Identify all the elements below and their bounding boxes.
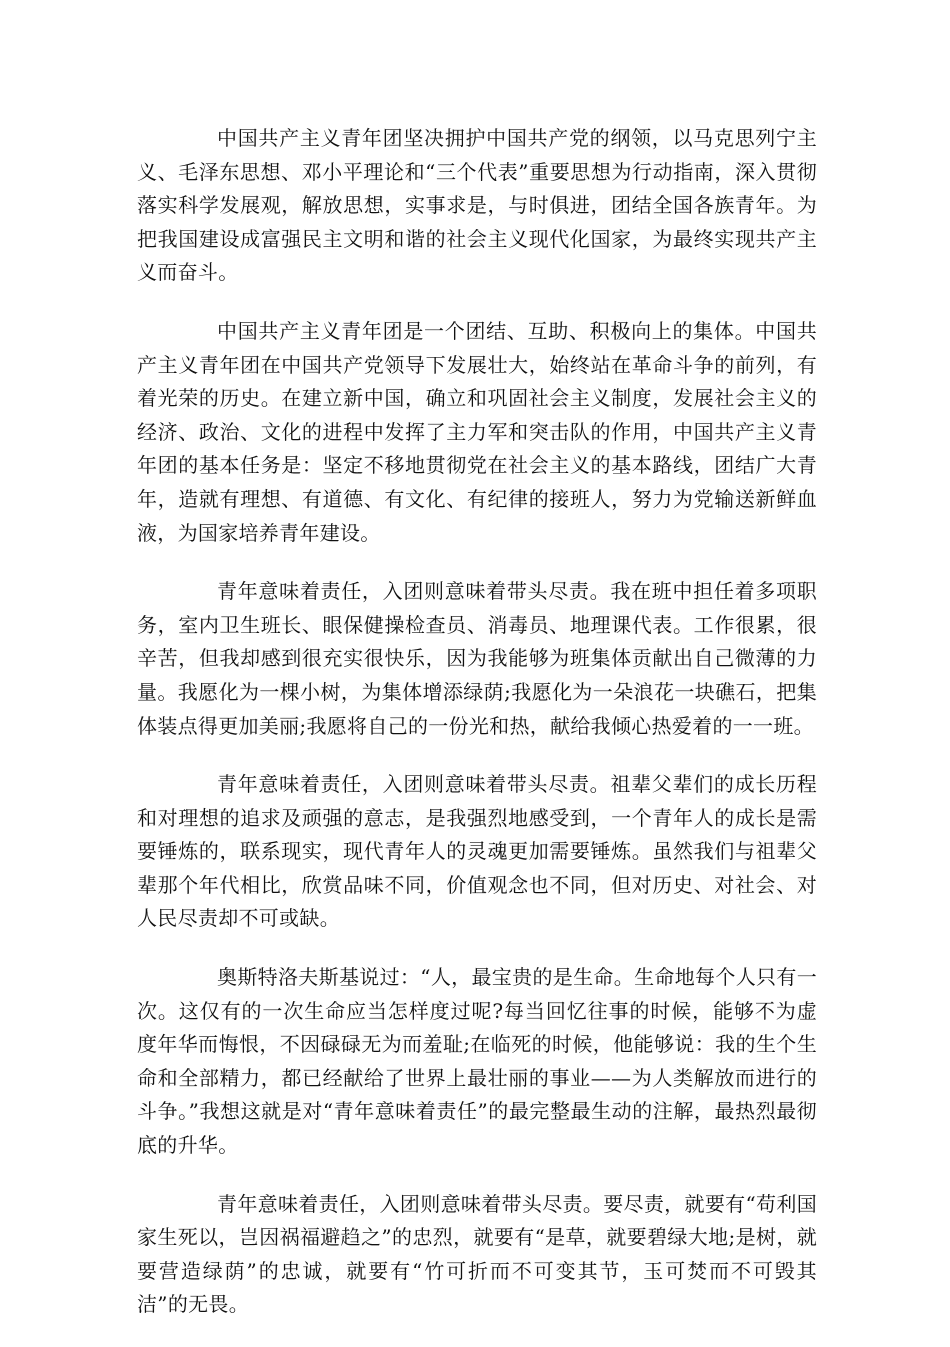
paragraph-2: 中国共产主义青年团是一个团结、互助、积极向上的集体。中国共产主义青年团在中国共产党领导下发展壮大，始终站在革命斗争的前列，有着光荣的历史。在建立新中国，确立和巩固社会主义制度，发展社会主义的经济、政治、文化的进程中发挥了主力军和突击队的作用，中国共产主义青年团的基本任务是：坚定不移地贯彻党在社会主义的基本路线，团结广大青年，造就有理想、有道德、有文化、有纪律的接班人，努力为党输送新鲜血液，为国家培养青年建设。 bbox=[137, 318, 817, 545]
paragraph-1: 中国共产主义青年团坚决拥护中国共产党的纲领，以马克思列宁主义、毛泽东思想、邓小平理论和“三个代表”重要思想为行动指南，深入贯彻落实科学发展观，解放思想，实事求是，与时俱进，团结全国各族青年。为把我国建设成富强民主文明和谐的社会主义现代化国家，为最终实现共产主义而奋斗。 bbox=[137, 126, 817, 285]
document-body bbox=[137, 122, 817, 1347]
paragraph-4: 青年意味着责任，入团则意味着带头尽责。祖辈父辈们的成长历程和对理想的追求及顽强的意志，是我强烈地感受到，一个青年人的成长是需要锤炼的，联系现实，现代青年人的灵魂更加需要锤炼。虽然我们与祖辈父辈那个年代相比，欣赏品味不同，价值观念也不同，但对历史、对社会、对人民尽责却不可或缺。 bbox=[137, 772, 817, 931]
paragraph-5: 奥斯特洛夫斯基说过：“人，最宝贵的是生命。生命地每个人只有一次。这仅有的一次生命应当怎样度过呢?每当回忆往事的时候，能够不为虚度年华而悔恨，不因碌碌无为而羞耻;在临死的时候，他能够说：我的生个生命和全部精力，都已经献给了世界上最壮丽的事业——为人类解放而进行的斗争。”我想这就是对“青年意味着责任”的最完整最生动的注解，最热烈最彻底的升华。 bbox=[137, 965, 817, 1158]
paragraph-3: 青年意味着责任，入团则意味着带头尽责。我在班中担任着多项职务，室内卫生班长、眼保健操检查员、消毒员、地理课代表。工作很累，很辛苦，但我却感到很充实很快乐，因为我能够为班集体贡献出自己微薄的力量。我愿化为一棵小树，为集体增添绿荫;我愿化为一朵浪花一块礁石，把集体装点得更加美丽;我愿将自己的一份光和热，献给我倾心热爱着的一一班。 bbox=[137, 579, 817, 738]
paragraph-6: 青年意味着责任，入团则意味着带头尽责。要尽责，就要有“苟利国家生死以，岂因祸福避趋之”的忠烈，就要有“是草，就要碧绿大地;是树，就要营造绿荫”的忠诚，就要有“竹可折而不可变其节，玉可焚而不可毁其洁”的无畏。 bbox=[137, 1191, 817, 1317]
